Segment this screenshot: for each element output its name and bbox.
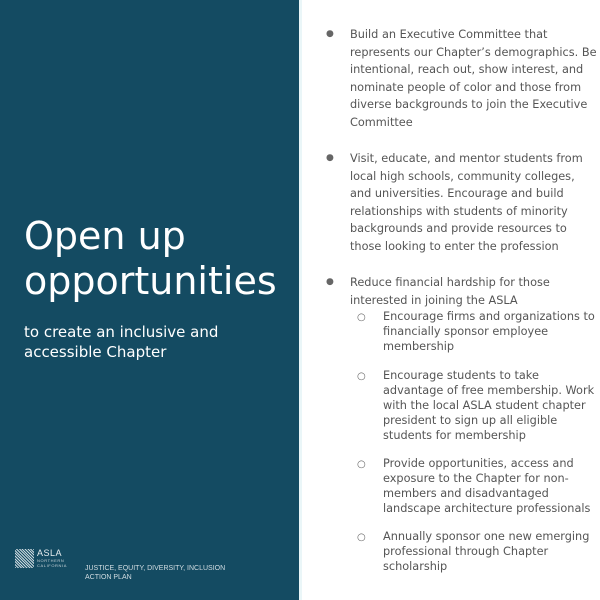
subtitle-line-1: to create an inclusive and xyxy=(24,323,219,341)
footer-line-1: JUSTICE, EQUITY, DIVERSITY, INCLUSION xyxy=(85,565,226,572)
sub-bullet-icon: ○ xyxy=(357,532,366,543)
sub-list-item-text: Provide opportunities, access and exposure to the Chapter for non-members and disadvantaged landscape architecture professionals xyxy=(383,457,591,515)
list-item-text: Build an Executive Committee that represents our Chapter’s demographics. Be intentional, reach out, show interest, and nominate people of color and those from diverse backgrounds to join the Executive Committee xyxy=(350,28,597,129)
list-item-text: Reduce financial hardship for those interested in joining the ASLA xyxy=(350,276,550,307)
right-panel xyxy=(302,0,600,600)
asla-logo-icon xyxy=(15,549,34,568)
sub-bullet-icon: ○ xyxy=(357,371,366,382)
sub-list-item-text: Encourage firms and organizations to financially sponsor employee membership xyxy=(383,310,595,353)
logo-sub-1: NORTHERN xyxy=(37,558,65,563)
sub-list-item-text: Encourage students to take advantage of free membership. Work with the local ASLA student chapter president to sign up all eligible students for membership xyxy=(383,369,595,442)
footer-line-2: ACTION PLAN xyxy=(85,574,132,581)
bullet-icon: ● xyxy=(326,29,334,39)
bullet-icon: ● xyxy=(326,277,334,287)
sub-list-item-text: Annually sponsor one new emerging professional through Chapter scholarship xyxy=(383,530,590,573)
asla-logo xyxy=(15,549,67,568)
logo-sub-2: CALIFORNIA xyxy=(37,563,68,568)
page-subtitle xyxy=(24,322,218,362)
sub-bullet-icon: ○ xyxy=(357,312,366,323)
subtitle-line-2: accessible Chapter xyxy=(24,343,167,361)
bullet-icon: ● xyxy=(326,153,334,163)
list-item-text: Visit, educate, and mentor students from local high schools, community colleges, and universities. Encourage and build relationships with students of minority backgrounds and provide resources to those looking to enter the profession xyxy=(350,152,583,253)
title-line-1: Open up xyxy=(24,214,186,258)
left-panel xyxy=(0,0,299,600)
footer-label xyxy=(85,564,225,582)
sub-bullet-icon: ○ xyxy=(357,459,366,470)
title-line-2: opportunities xyxy=(24,259,277,303)
page-title xyxy=(24,214,277,304)
logo-name: ASLA xyxy=(37,548,63,558)
